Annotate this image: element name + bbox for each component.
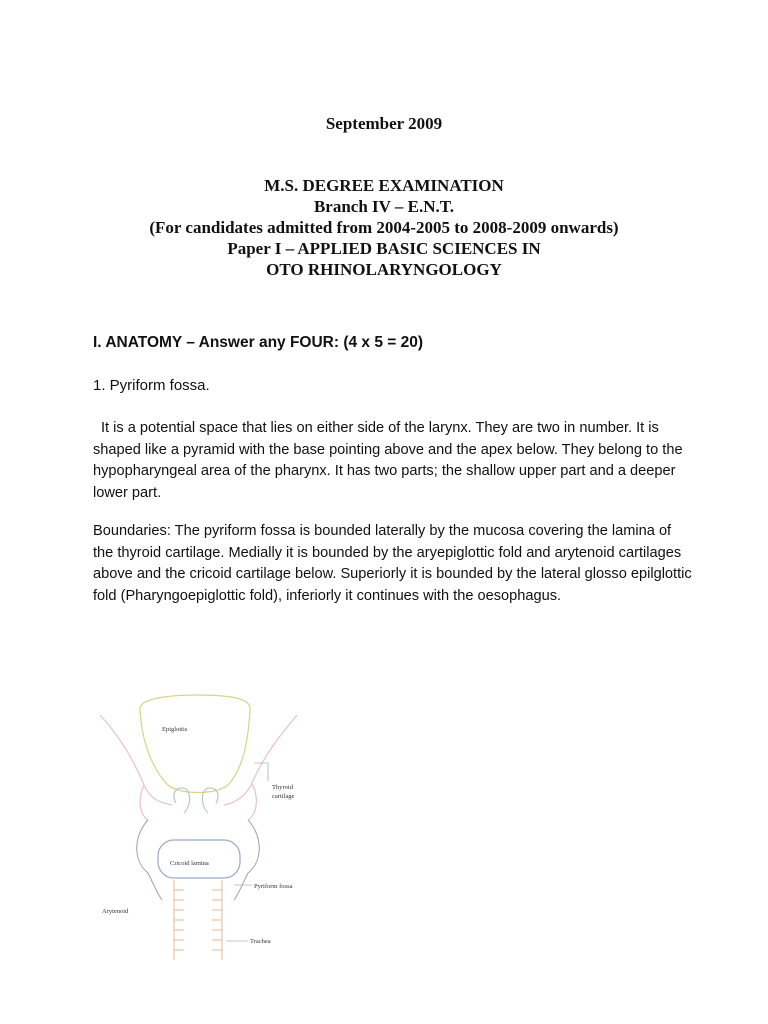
trachea-label: Trachea: [250, 938, 271, 945]
boundaries-paragraph: Boundaries: The pyriform fossa is bounded laterally by the mucosa covering the lamina of the thyroid cartilage. Medially it is bounded by the aryepiglottic fold and arytenoid cartilages above and the cricoid cartilage below. Superiorly it is bounded by the lateral glosso epilglottic fold (Pharyngoepiglottic fold), inferiorly it continues with the oesophagus.: [93, 523, 692, 604]
exam-branch: Branch IV – E.N.T.: [313, 197, 455, 216]
section-heading: I. ANATOMY – Answer any FOUR: (4 x 5 = 20): [93, 334, 424, 351]
cricoid-lamina-shape: [158, 840, 240, 878]
cricoid-lamina-label: Cricoid lamina: [170, 860, 209, 867]
larynx-diagram-svg: [92, 685, 352, 960]
exam-date: September 2009: [325, 114, 443, 133]
question-title: 1. Pyriform fossa.: [93, 377, 210, 394]
thyroid-cartilage-shape: [100, 715, 297, 820]
leader-lines: [226, 763, 268, 941]
epiglottis-shape: [140, 695, 250, 793]
exam-subject: OTO RHINOLARYNGOLOGY: [266, 260, 502, 279]
arytenoid-label: Arytenoid: [102, 908, 129, 915]
pyriform-fossa-label: Pyriform fossa: [254, 883, 293, 890]
thyroid-cartilage-label: Thyroid cartilage: [272, 784, 295, 800]
trachea-shape: [174, 880, 222, 960]
answer-paragraph: It is a potential space that lies on either side of the larynx. They are two in number. It is shaped like a pyramid with the base pointing above and the apex below. They belong to the hypopharyngeal area of the pharynx. It has two parts; the shallow upper part and a deeper lower part.: [93, 420, 683, 501]
exam-heading: [0, 175, 768, 280]
exam-paper: Paper I – APPLIED BASIC SCIENCES IN: [227, 239, 541, 258]
exam-title: M.S. DEGREE EXAMINATION: [264, 176, 504, 195]
larynx-diagram: [92, 685, 352, 960]
exam-candidates: (For candidates admitted from 2004-2005 to 2008-2009 onwards): [149, 218, 619, 237]
epiglottis-label: Epiglottis: [162, 726, 188, 733]
